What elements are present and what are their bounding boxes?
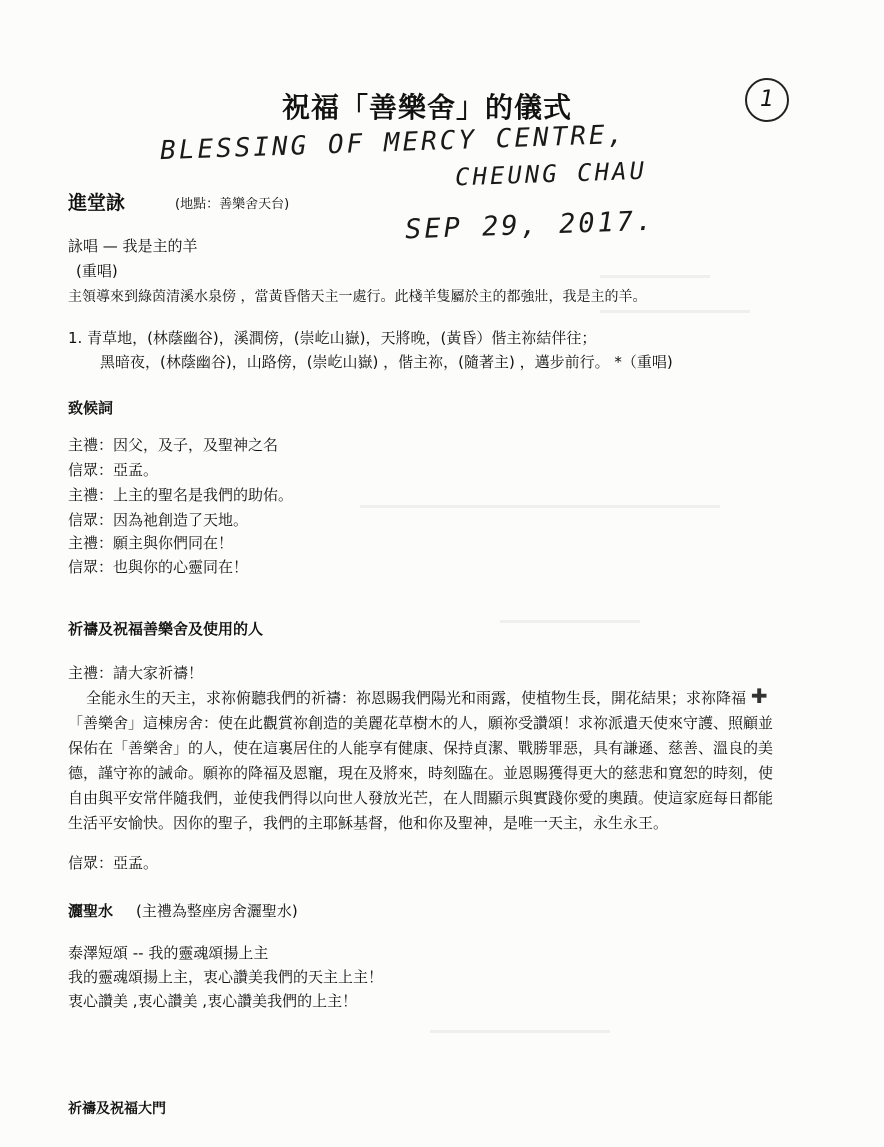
handwritten-date: SEP 29, 2017. [404,205,656,246]
holy-water-note: (主禮為整座房舍灑聖水) [136,902,298,920]
show-through-mark [600,310,750,313]
entrance-heading: 進堂詠 [68,192,126,214]
entrance-hymn: 詠唱 — 我是主的羊 [68,237,198,255]
document-title: 祝福「善樂舍」的儀式 [282,91,573,124]
hymn-line1: 我的靈魂頌揚上主，衷心讚美我們的天主上主！ [68,968,384,986]
hymn-line2: 衷心讚美 ,衷心讚美 ,衷心讚美我們的上主！ [68,992,358,1010]
greeting-line: 主禮：願主與你們同在！ [68,534,234,552]
prayer-body [68,684,783,836]
entrance-refrain: 主領導來到綠茵清溪水泉傍 ，當黃昏偕天主一處行。此棧羊隻屬於主的都強壯，我是主的羊。 [68,289,647,305]
greeting-line: 信眾：亞孟。 [68,461,159,479]
hymn-title: 泰澤短頌 -- 我的靈魂頌揚上主 [68,944,269,962]
prayer-heading: 祈禱及祝福善樂舍及使用的人 [68,620,264,638]
prayer-amen: 信眾：亞孟。 [68,854,159,872]
greeting-line: 主禮：因父，及子，及聖神之名 [68,436,279,454]
greeting-line: 信眾：也與你的心靈同在！ [68,558,249,576]
greeting-line: 主禮：上主的聖名是我們的助佑。 [68,486,294,504]
entrance-repeat: (重唱) [76,262,118,280]
show-through-mark [430,1030,610,1033]
greeting-heading: 致候詞 [68,399,114,417]
entrance-verse2: 黑暗夜，(林蔭幽谷)，山路傍，(崇屹山嶽) ，偕主祢，(隨著主) ，邁步前行。 *（重唱) [100,353,673,371]
handwritten-caption-line2: CHEUNG CHAU [454,156,648,192]
prayer-invite: 主禮：請大家祈禱！ [68,664,204,682]
show-through-mark [360,505,720,508]
show-through-mark [600,275,710,278]
entrance-verse1: 1. 青草地，(林蔭幽谷)，溪澗傍，(崇屹山嶽)，天將晚，(黃昏）偕主祢結伴往； [68,329,597,347]
greeting-line: 信眾：因為祂創造了天地。 [68,511,249,529]
holy-water-heading: 灑聖水 [68,902,114,920]
cross-icon: ✚ [750,684,768,708]
show-through-mark [500,620,640,623]
prayer-body-start: 全能永生的天主，求祢俯聽我們的祈禱：祢恩賜我們陽光和雨露，使植物生長，開花結果；求祢 [86,689,717,707]
entrance-location: (地點：善樂舍天台) [175,197,290,212]
prayer-body-rest: 「善樂舍」這棟房舍：使在此觀賞祢創造的美麗花草樹木的人，願祢受讚頌！求祢派遣天使來守護、照顧並保佑在「善樂舍」的人，使在這裏居住的人能享有健康、保持貞潔、戰勝罪惡，具有謙遜、慈善、溫良的美德，謹守祢的誡命。願祢的降福及恩寵，現在及將來，時刻臨在。並恩賜獲得更大的慈悲和寬恕的時刻，使自由與平安常伴隨我們，並使我們得以向世人發放光芒，在人間顯示與實踐你愛的奧蹟。使這家庭每日都能生活平安愉快。因你的聖子，我們的主耶穌基督，他和你及聖神，是唯一天主，永生永王。 [68,714,774,832]
handwritten-caption-line1: BLESSING OF MERCY CENTRE, [159,119,627,167]
door-heading: 祈禱及祝福大門 [68,1101,166,1117]
prayer-body-bless: 降福 [716,689,747,707]
page-number-circled: 1 [745,78,789,122]
